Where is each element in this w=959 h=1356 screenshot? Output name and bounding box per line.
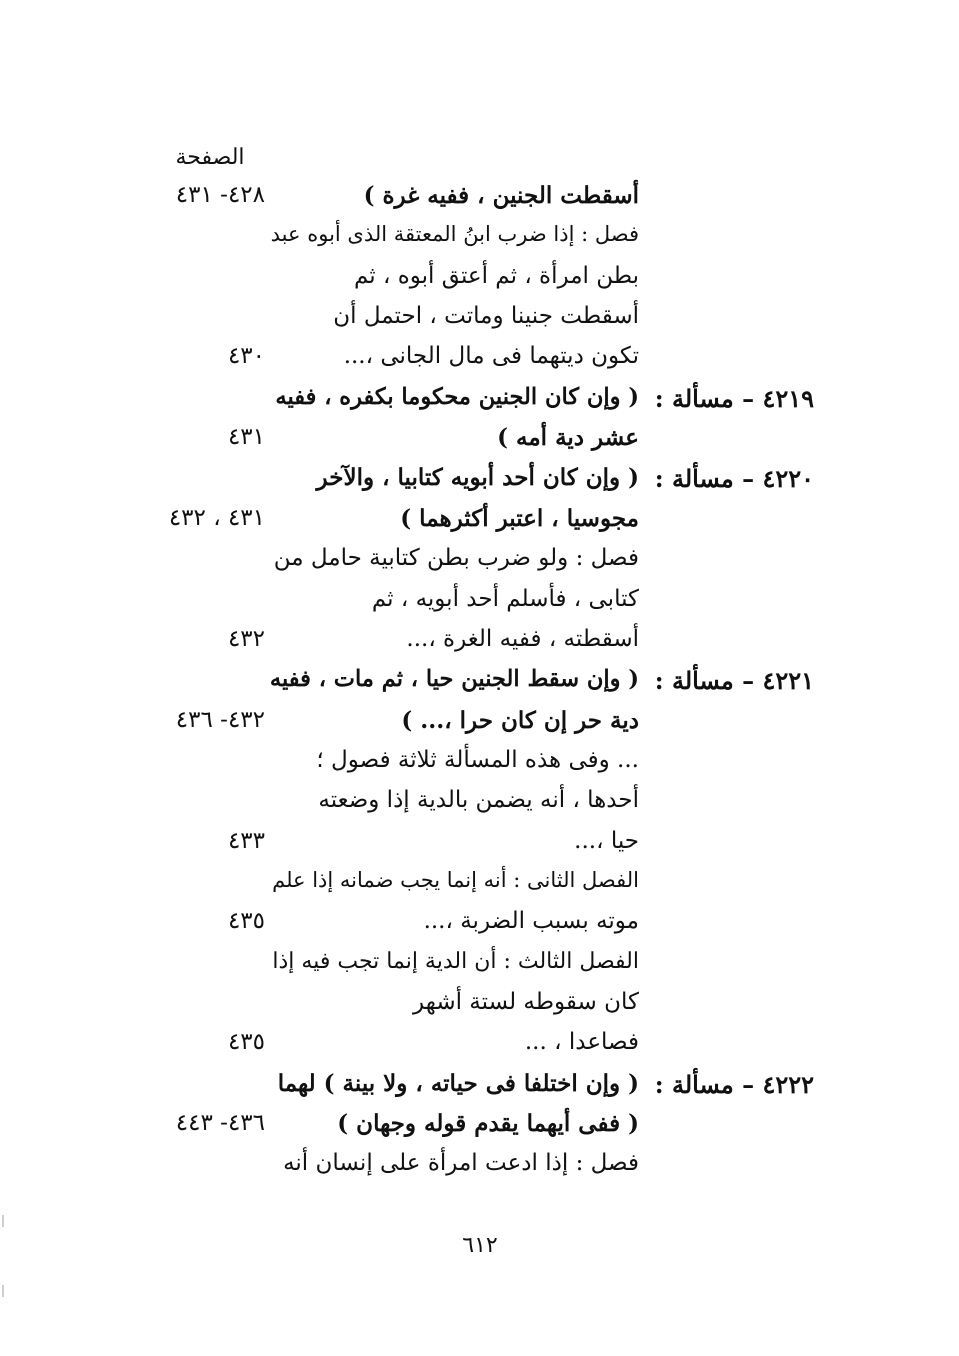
entry-text: كان سقوطه لستة أشهر	[413, 989, 639, 1015]
entry-text: موته بسبب الضربة ،...	[423, 908, 639, 935]
entry-text: الفصل الثانى : أنه إنما يجب ضمانه إذا علم	[272, 867, 639, 892]
index-line	[0, 747, 959, 787]
index-line	[0, 626, 959, 666]
entry-text: ( وإن اختلفا فى حياته ، ولا بينة ) لهما	[277, 1069, 639, 1097]
index-line	[0, 222, 959, 262]
index-line	[0, 182, 959, 222]
entry-text: فصل : إذا ضرب ابنُ المعتقة الذى أبوه عبد	[270, 222, 639, 247]
entry-text: بطن امرأة ، ثم أعتق أبوه ، ثم	[353, 262, 639, 289]
index-line	[0, 384, 959, 424]
entry-number: ٤٢٢١ – مسألة :	[654, 666, 814, 696]
index-line	[0, 1029, 959, 1069]
margin-mark	[2, 1285, 4, 1297]
entry-number: ٤٢٢٢ – مسألة :	[654, 1069, 814, 1099]
entry-text: ... وفى هذه المسألة ثلاثة فصول ؛	[316, 746, 639, 773]
entry-text: دية حر إن كان حرا ،... )	[401, 706, 639, 734]
entry-text: ( وإن كان الجنين محكوما بكفره ، ففيه	[275, 383, 639, 410]
index-line	[0, 787, 959, 827]
index-line	[0, 949, 959, 989]
entry-text: أسقطت الجنين ، ففيه غرة )	[363, 182, 639, 209]
index-line	[0, 586, 959, 626]
index-line	[0, 989, 959, 1029]
entry-text: فصل : إذا ادعت امرأة على إنسان أنه	[283, 1150, 639, 1177]
entry-text: كتابى ، فأسلم أحد أبويه ، ثم	[371, 585, 639, 612]
entry-text: أحدها ، أنه يضمن بالدية إذا وضعته	[318, 787, 639, 814]
entry-text: الفصل الثالث : أن الدية إنما تجب فيه إذا	[272, 948, 639, 974]
index-line	[0, 707, 959, 747]
page-reference: ٤٣٥	[227, 908, 265, 935]
index-line	[0, 1070, 959, 1110]
index-line	[0, 1150, 959, 1190]
entry-text: فصاعدا ، ...	[524, 1029, 639, 1056]
entry-text: عشر دية أمه )	[497, 424, 639, 452]
page-column-header: الصفحة	[175, 145, 245, 170]
page-reference: ٤٣١	[227, 424, 265, 451]
index-line	[0, 545, 959, 585]
index-line	[0, 464, 959, 504]
page-reference: ٤٣١ ، ٤٣٢	[168, 504, 265, 531]
page-reference: ٤٣٦- ٤٤٣	[175, 1110, 265, 1137]
page-reference: ٤٣٠	[227, 343, 265, 370]
index-line	[0, 868, 959, 908]
index-line	[0, 505, 959, 545]
entry-number: ٤٢٢٠ – مسألة :	[654, 464, 814, 494]
index-line	[0, 424, 959, 464]
page-number: ٦١٢	[462, 1233, 498, 1258]
page-reference: ٤٣٢- ٤٣٦	[175, 706, 265, 733]
index-line	[0, 303, 959, 343]
page-reference: ٤٢٨- ٤٣١	[175, 182, 265, 208]
entry-text: تكون ديتهما فى مال الجانى ،...	[343, 343, 639, 370]
index-line	[0, 263, 959, 303]
entry-text: فصل : ولو ضرب بطن كتابية حامل من	[273, 545, 639, 572]
index-line	[0, 1110, 959, 1150]
entry-text: ( ففى أيهما يقدم قوله وجهان )	[337, 1110, 639, 1138]
index-line	[0, 828, 959, 868]
index-line	[0, 343, 959, 383]
entry-text: ( وإن سقط الجنين حيا ، ثم مات ، ففيه	[269, 666, 639, 693]
page-reference: ٤٣٢	[227, 625, 265, 652]
page-reference: ٤٣٣	[227, 827, 265, 854]
entry-text: أسقطته ، ففيه الغرة ،...	[406, 625, 639, 652]
entry-number: ٤٢١٩ – مسألة :	[654, 383, 814, 413]
margin-mark	[2, 1215, 4, 1227]
entry-text: أسقطت جنينا وماتت ، احتمل أن	[333, 303, 639, 330]
index-line	[0, 908, 959, 948]
index-line	[0, 666, 959, 706]
entry-text: ( وإن كان أحد أبويه كتابيا ، والآخر	[316, 464, 639, 492]
entry-text: حيا ،...	[574, 827, 639, 854]
page-reference: ٤٣٥	[227, 1029, 265, 1056]
entry-text: مجوسيا ، اعتبر أكثرهما )	[400, 504, 639, 532]
